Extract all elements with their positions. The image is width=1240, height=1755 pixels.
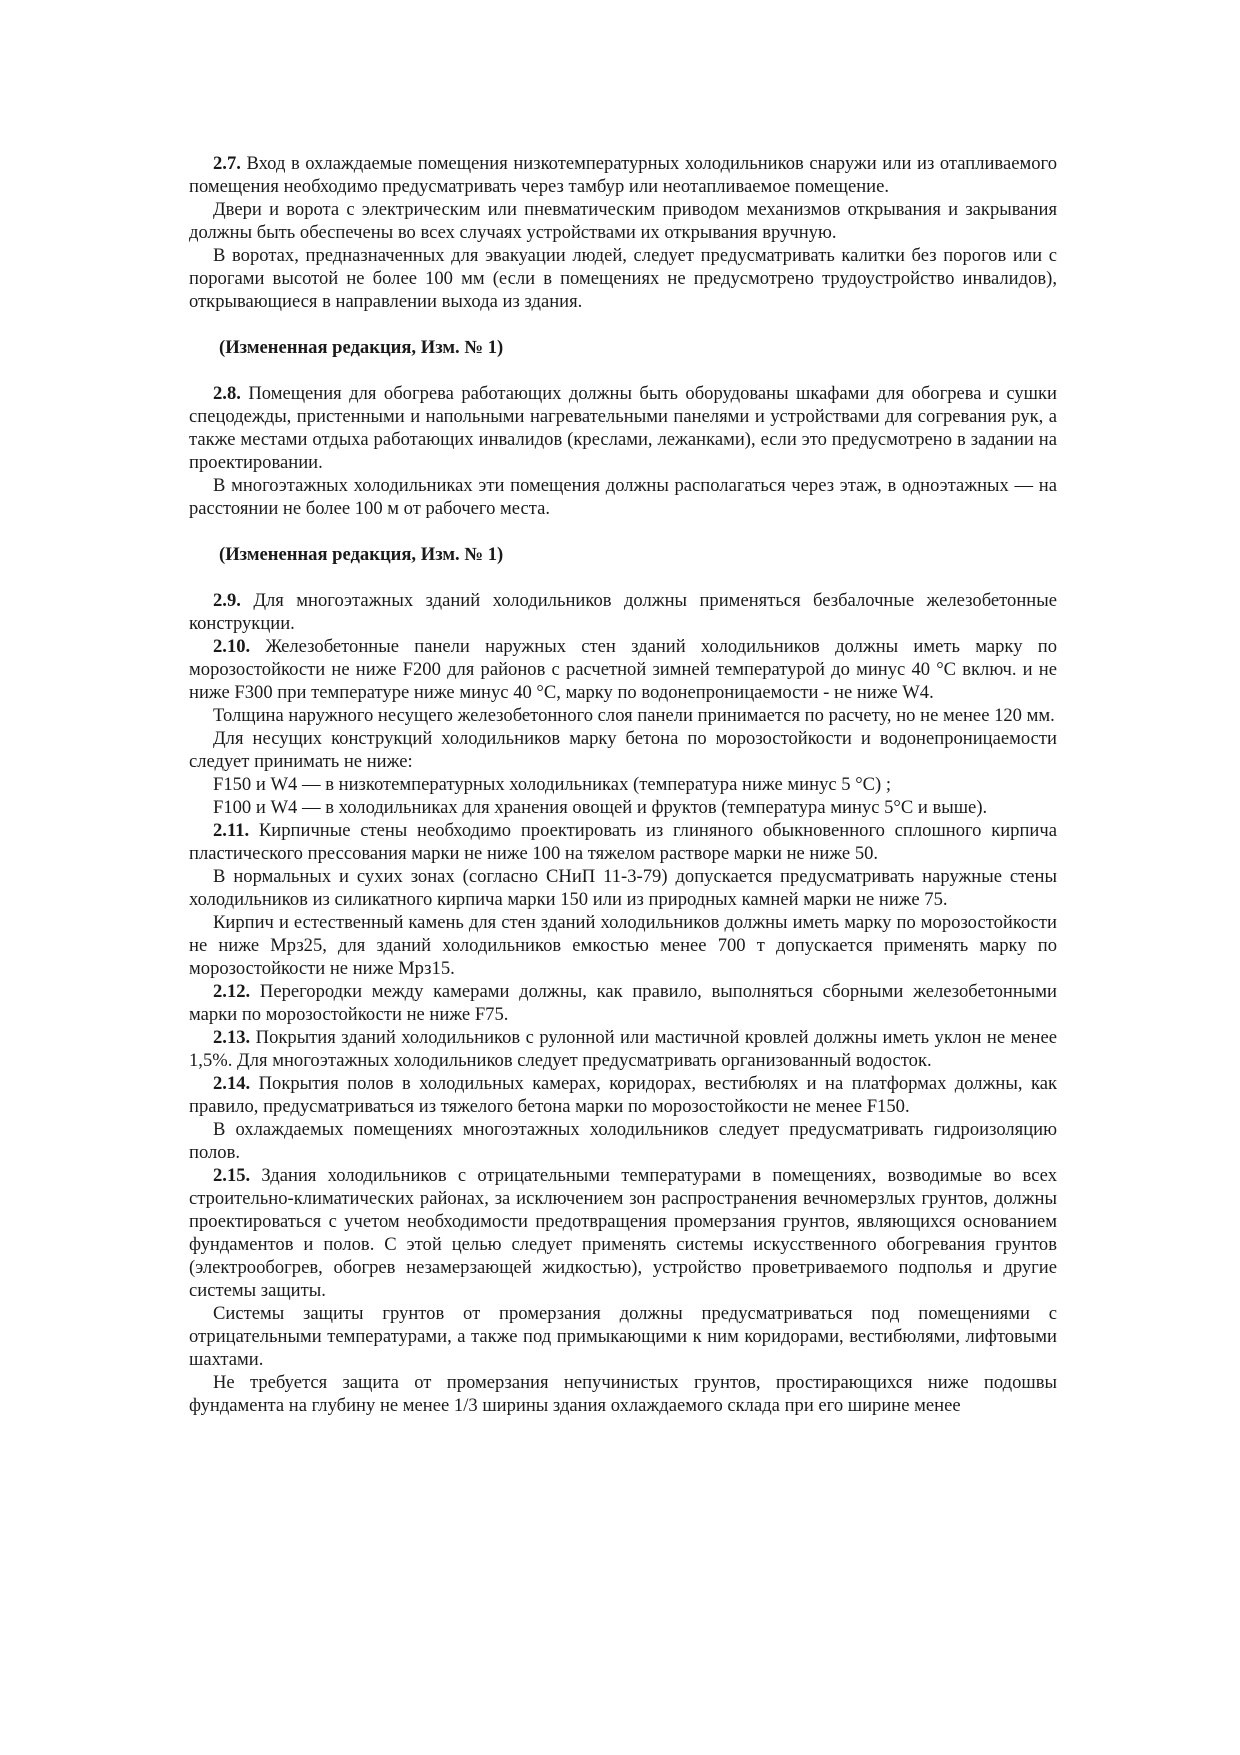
- paragraph: [189, 980, 1057, 1026]
- paragraph-text: Для многоэтажных зданий холодильников должны применяться безбалочные железобетонные конструкции.: [189, 590, 1057, 634]
- clause-number: 2.13.: [213, 1027, 251, 1048]
- paragraph-text: В охлаждаемых помещениях многоэтажных холодильников следует предусматривать гидроизоляцию полов.: [189, 1119, 1057, 1163]
- paragraph: [189, 911, 1057, 980]
- paragraph-text: Системы защиты грунтов от промерзания должны предусматриваться под помещениями с отрицательными температурами, а также под примыкающими к ним коридорами, вестибюлями, лифтовыми шахтами.: [189, 1303, 1057, 1370]
- paragraph-text: В многоэтажных холодильниках эти помещения должны располагаться через этаж, в одноэтажных — на расстоянии не более 100 м от рабочего места.: [189, 475, 1057, 519]
- paragraph: [189, 589, 1057, 635]
- clause-number: 2.14.: [213, 1073, 251, 1094]
- paragraph-text: Помещения для обогрева работающих должны быть оборудованы шкафами для обогрева и сушки спецодежды, пристенными и напольными нагревательными панелями и устройствами для согревания рук, а также местами отдыха работающих инвалидов (креслами, лежанками), если это предусмотрено в задании на проектировании.: [189, 383, 1057, 473]
- amendment-note: (Измененная редакция, Изм. № 1): [219, 337, 504, 358]
- paragraph: [189, 1026, 1057, 1072]
- paragraph: [189, 474, 1057, 520]
- paragraph: [189, 819, 1057, 865]
- paragraph: [189, 704, 1057, 727]
- paragraph-text: Кирпич и естественный камень для стен зданий холодильников должны иметь марку по морозостойкости не ниже Мрз25, для зданий холодильников емкостью менее 700 т допускается применять марку по морозостойкости не ниже Мрз15.: [189, 912, 1057, 979]
- paragraph: [189, 198, 1057, 244]
- clause-number: 2.9.: [213, 590, 241, 611]
- paragraph: [189, 1371, 1057, 1417]
- paragraph-text: Кирпичные стены необходимо проектировать из глиняного обыкновенного сплошного кирпича пластического прессования марки не ниже 100 на тяжелом растворе марки не ниже 50.: [189, 820, 1057, 864]
- section-2-9-to-2-15: [189, 589, 1057, 1417]
- paragraph: [189, 1302, 1057, 1371]
- paragraph: [189, 796, 1057, 819]
- paragraph-text: Толщина наружного несущего железобетонного слоя панели принимается по расчету, но не менее 120 мм.: [213, 705, 1055, 726]
- paragraph: [189, 1164, 1057, 1302]
- paragraph: [189, 773, 1057, 796]
- paragraph-text: В нормальных и сухих зонах (согласно СНиП 11-3-79) допускается предусматривать наружные стены холодильников из силикатного кирпича марки 150 или из природных камней марки не ниже 75.: [189, 866, 1057, 910]
- section-2-7: [189, 152, 1057, 359]
- paragraph: [189, 727, 1057, 773]
- paragraph: [189, 244, 1057, 313]
- paragraph: [189, 635, 1057, 704]
- paragraph-text: F100 и W4 — в холодильниках для хранения овощей и фруктов (температура минус 5°С и выше).: [213, 797, 988, 818]
- paragraph-text: Не требуется защита от промерзания непучинистых грунтов, простирающихся ниже подошвы фундамента на глубину не менее 1/3 ширины здания охлаждаемого склада при его ширине менее: [189, 1372, 1057, 1416]
- paragraph-text: Двери и ворота с электрическим или пневматическим приводом механизмов открывания и закрывания должны быть обеспечены во всех случаях устройствами их открывания вручную.: [189, 199, 1057, 243]
- paragraph-text: Покрытия зданий холодильников с рулонной или мастичной кровлей должны иметь уклон не менее 1,5%. Для многоэтажных холодильников следует предусматривать организованный водосток.: [189, 1027, 1057, 1071]
- clause-number: 2.11.: [213, 820, 250, 841]
- clause-number: 2.8.: [213, 383, 241, 404]
- section-2-8: [189, 382, 1057, 566]
- clause-number: 2.7.: [213, 153, 241, 174]
- clause-number: 2.10.: [213, 636, 251, 657]
- paragraph-text: Перегородки между камерами должны, как правило, выполняться сборными железобетонными марки по морозостойкости не ниже F75.: [189, 981, 1057, 1025]
- paragraph: [189, 1118, 1057, 1164]
- paragraph: [189, 382, 1057, 474]
- clause-number: 2.12.: [213, 981, 251, 1002]
- paragraph-text: Для несущих конструкций холодильников марку бетона по морозостойкости и водонепроницаемости следует принимать не ниже:: [189, 728, 1057, 772]
- paragraph: [189, 1072, 1057, 1118]
- paragraph-text: F150 и W4 — в низкотемпературных холодильниках (температура ниже минус 5 °С) ;: [213, 774, 892, 795]
- paragraph-text: Железобетонные панели наружных стен зданий холодильников должны иметь марку по морозостойкости не ниже F200 для районов с расчетной зимней температурой до минус 40 °С включ. и не ниже F300 при температуре ниже минус 40 °С, марку по водонепроницаемости - не ниже W4.: [189, 636, 1057, 703]
- paragraph-text: В воротах, предназначенных для эвакуации людей, следует предусматривать калитки без порогов или с порогами высотой не более 100 мм (если в помещениях не предусмотрено трудоустройство инвалидов), открывающиеся в направлении выхода из здания.: [189, 245, 1057, 312]
- clause-number: 2.15.: [213, 1165, 251, 1186]
- amendment-note: (Измененная редакция, Изм. № 1): [219, 544, 504, 565]
- paragraph-text: Покрытия полов в холодильных камерах, коридорах, вестибюлях и на платформах должны, как правило, предусматриваться из тяжелого бетона марки по морозостойкости не менее F150.: [189, 1073, 1057, 1117]
- paragraph: [189, 152, 1057, 198]
- paragraph-text: Вход в охлаждаемые помещения низкотемпературных холодильников снаружи или из отапливаемого помещения необходимо предусматривать через тамбур или неотапливаемое помещение.: [189, 153, 1057, 197]
- paragraph-text: Здания холодильников с отрицательными температурами в помещениях, возводимые во всех строительно-климатических районах, за исключением зон распространения вечномерзлых грунтов, должны проектироваться с учетом необходимости предотвращения промерзания грунтов, являющихся основанием фундаментов и полов. С этой целью следует применять системы искусственного обогревания грунтов (электрообогрев, обогрев незамерзающей жидкостью), устройство проветриваемого подполья и другие системы защиты.: [189, 1165, 1057, 1301]
- document-page: [189, 152, 1057, 1417]
- paragraph: [189, 865, 1057, 911]
